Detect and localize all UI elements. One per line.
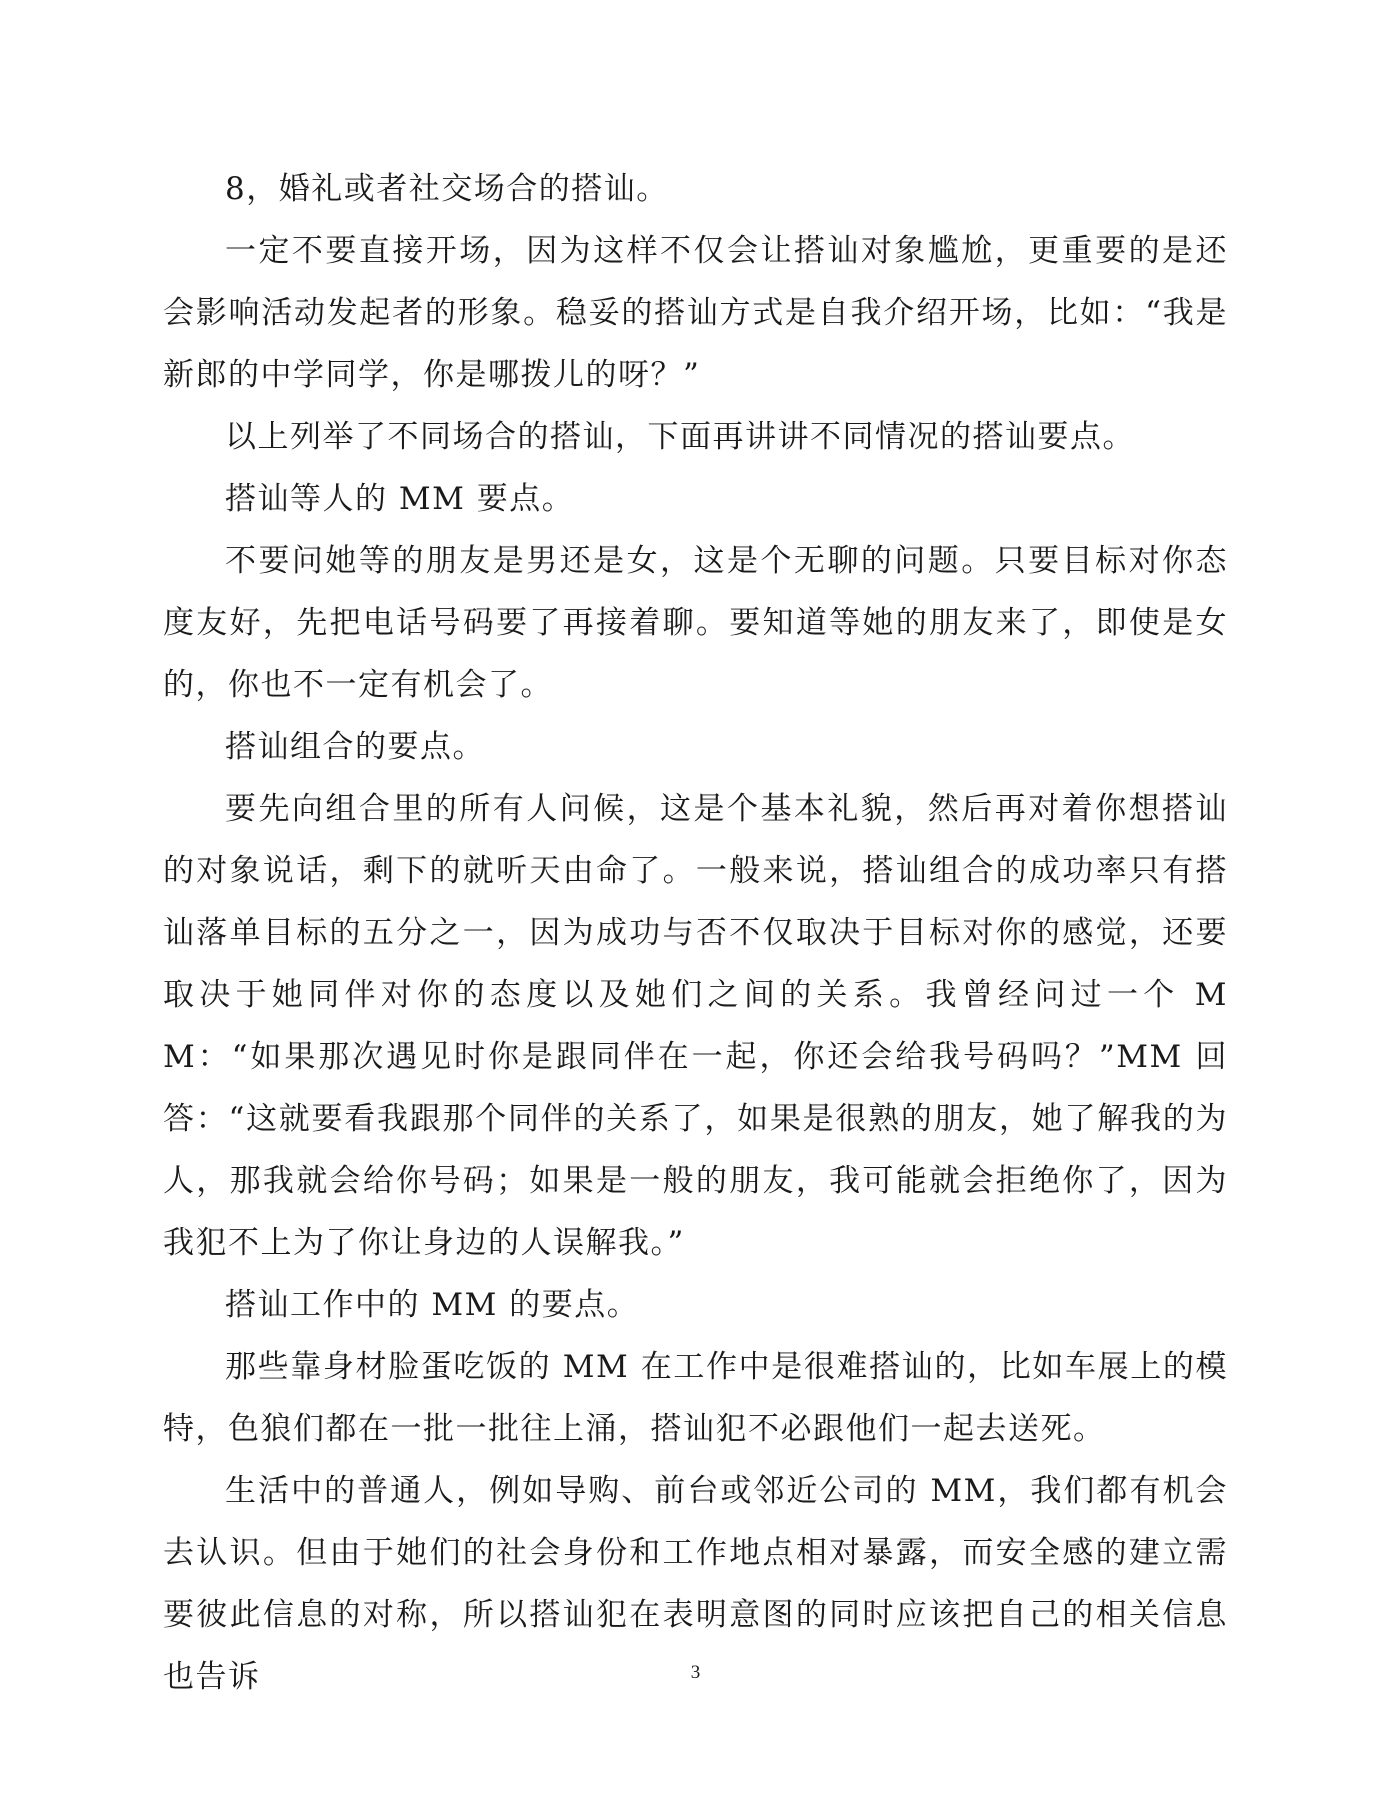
paragraph-heading-wedding: 8，婚礼或者社交场合的搭讪。 [225,171,669,207]
paragraph-heading-waiting: 搭讪等人的 MM 要点。 [225,481,575,517]
page-number: 3 [690,1662,701,1683]
paragraph-heading-working: 搭讪工作中的 MM 的要点。 [225,1287,640,1323]
paragraph-heading-group: 搭讪组合的要点。 [225,729,485,765]
paragraph: 那些靠身材脸蛋吃饭的 MM 在工作中是很难搭讪的，比如车展上的模特，色狼们都在一批一批往上涌，搭讪犯不必跟他们一起去送死。 [163,1349,1228,1447]
paragraph: 要先向组合里的所有人问候，这是个基本礼貌，然后再对着你想搭讪的对象说话，剩下的就听天由命了。一般来说，搭讪组合的成功率只有搭讪落单目标的五分之一，因为成功与否不仅取决于目标对你的感觉，还要取决于她同伴对你的态度以及她们之间的关系。我曾经问过一个 MM：“如果那次遇见时你是跟同伴在一起，你还会给我号码吗？”MM 回答：“这就要看我跟那个同伴的关系了，如果是很熟的朋友，她了解我的为人，那我就会给你号码；如果是一般的朋友，我可能就会拒绝你了，因为我犯不上为了你让身边的人误解我。” [163,791,1228,1261]
body-text [163,158,1228,1708]
paragraph: 以上列举了不同场合的搭讪，下面再讲讲不同情况的搭讪要点。 [225,419,1135,455]
paragraph: 生活中的普通人，例如导购、前台或邻近公司的 MM，我们都有机会去认识。但由于她们的社会身份和工作地点相对暴露，而安全感的建立需要彼此信息的对称，所以搭讪犯在表明意图的同时应该把自己的相关信息也告诉 [163,1473,1228,1695]
paragraph: 不要问她等的朋友是男还是女，这是个无聊的问题。只要目标对你态度友好，先把电话号码要了再接着聊。要知道等她的朋友来了，即使是女的，你也不一定有机会了。 [163,543,1228,703]
paragraph: 一定不要直接开场，因为这样不仅会让搭讪对象尴尬，更重要的是还会影响活动发起者的形象。稳妥的搭讪方式是自我介绍开场，比如：“我是新郎的中学同学，你是哪拨儿的呀？” [163,233,1228,393]
